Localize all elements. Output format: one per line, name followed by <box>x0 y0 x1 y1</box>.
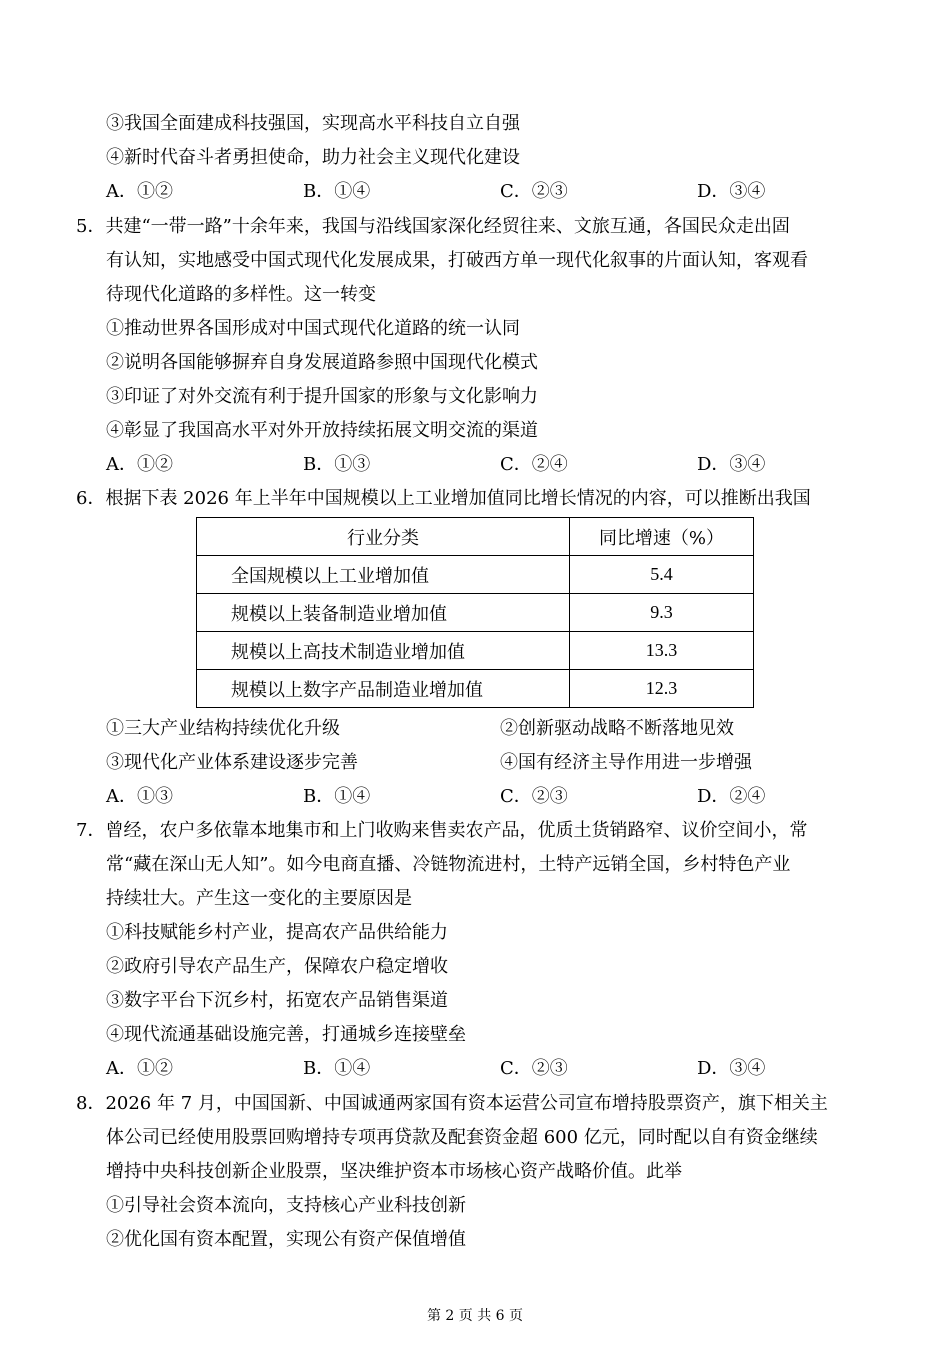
q6-option-c: C．②③ <box>500 786 568 807</box>
q5-stem-line-2: 有认知，实地感受中国式现代化发展成果，打破西方单一现代化叙事的片面认知，客观看 <box>106 250 808 271</box>
q8-item-1: ①引导社会资本流向，支持核心产业科技创新 <box>106 1195 466 1216</box>
q8-stem-line-2: 体公司已经使用股票回购增持专项再贷款及配套资金超 600 亿元，同时配以自有资金继续 <box>106 1127 818 1148</box>
q4-option-d: D．③④ <box>697 181 766 202</box>
q5-item-2: ②说明各国能够摒弃自身发展道路参照中国现代化模式 <box>106 352 538 373</box>
q5-item-1: ①推动世界各国形成对中国式现代化道路的统一认同 <box>106 318 520 339</box>
q6-option-b: B．①④ <box>303 786 371 807</box>
q4-option-b: B．①④ <box>303 181 371 202</box>
q7-option-b: B．①④ <box>303 1058 371 1079</box>
q7-option-c: C．②③ <box>500 1058 568 1079</box>
q5-item-4: ④彰显了我国高水平对外开放持续拓展文明交流的渠道 <box>106 420 538 441</box>
q5-stem-line-3: 待现代化道路的多样性。这一转变 <box>106 284 376 305</box>
q7-option-a: A．①② <box>106 1058 173 1079</box>
q5-option-a: A．①② <box>106 454 173 475</box>
q7-option-d: D．③④ <box>697 1058 766 1079</box>
table-cell-category: 规模以上高技术制造业增加值 <box>197 632 570 670</box>
page-footer: 第 2 页 共 6 页 <box>426 1308 524 1324</box>
table-row <box>197 594 754 632</box>
table-cell-growth: 12.3 <box>570 670 754 708</box>
q6-item-4: ④国有经济主导作用进一步增强 <box>500 752 752 773</box>
q7-stem-line-2: 常“藏在深山无人知”。如今电商直播、冷链物流进村，土特产远销全国，乡村特色产业 <box>106 854 791 875</box>
table-cell-growth: 5.4 <box>570 556 754 594</box>
q8-stem-line-3: 增持中央科技创新企业股票，坚决维护资本市场核心资产战略价值。此举 <box>106 1161 682 1182</box>
table-header-row <box>197 518 754 556</box>
q4-option-c: C．②③ <box>500 181 568 202</box>
q7-item-2: ②政府引导农产品生产，保障农户稳定增收 <box>106 956 448 977</box>
q5-item-3: ③印证了对外交流有利于提升国家的形象与文化影响力 <box>106 386 538 407</box>
table-header-category: 行业分类 <box>197 518 570 556</box>
q6-option-d: D．②④ <box>697 786 766 807</box>
q4-item-4: ④新时代奋斗者勇担使命，助力社会主义现代化建设 <box>106 147 520 168</box>
table-cell-growth: 13.3 <box>570 632 754 670</box>
q6-option-a: A．①③ <box>106 786 173 807</box>
table-row <box>197 556 754 594</box>
q4-option-a: A．①② <box>106 181 173 202</box>
q7-item-1: ①科技赋能乡村产业，提高农产品供给能力 <box>106 922 448 943</box>
table-header-growth: 同比增速（%） <box>570 518 754 556</box>
q7-item-3: ③数字平台下沉乡村，拓宽农产品销售渠道 <box>106 990 448 1011</box>
table-row <box>197 670 754 708</box>
q5-option-b: B．①③ <box>303 454 371 475</box>
q4-item-3: ③我国全面建成科技强国，实现高水平科技自立自强 <box>106 113 520 134</box>
q6-item-1: ①三大产业结构持续优化升级 <box>106 718 340 739</box>
q6-item-3: ③现代化产业体系建设逐步完善 <box>106 752 358 773</box>
q5-option-c: C．②④ <box>500 454 568 475</box>
q8-item-2: ②优化国有资本配置，实现公有资产保值增值 <box>106 1229 466 1250</box>
q7-stem-line-1: 7．曾经，农户多依靠本地集市和上门收购来售卖农产品，优质土货销路窄、议价空间小，常 <box>76 820 808 841</box>
table-cell-category: 规模以上装备制造业增加值 <box>197 594 570 632</box>
table-cell-category: 规模以上数字产品制造业增加值 <box>197 670 570 708</box>
q7-stem-line-3: 持续壮大。产生这一变化的主要原因是 <box>106 888 412 909</box>
q5-option-d: D．③④ <box>697 454 766 475</box>
q7-item-4: ④现代流通基础设施完善，打通城乡连接壁垒 <box>106 1024 466 1045</box>
q5-stem-line-1: 5．共建“一带一路”十余年来，我国与沿线国家深化经贸往来、文旅互通，各国民众走出固 <box>76 216 790 237</box>
q6-stem-line-1: 6．根据下表 2026 年上半年中国规模以上工业增加值同比增长情况的内容，可以推断出我国 <box>76 488 811 509</box>
growth-table <box>196 517 754 708</box>
table-row <box>197 632 754 670</box>
table-cell-growth: 9.3 <box>570 594 754 632</box>
q8-stem-line-1: 8．2026 年 7 月，中国国新、中国诚通两家国有资本运营公司宣布增持股票资产，旗下相关主 <box>76 1093 828 1114</box>
table-cell-category: 全国规模以上工业增加值 <box>197 556 570 594</box>
q6-item-2: ②创新驱动战略不断落地见效 <box>500 718 734 739</box>
